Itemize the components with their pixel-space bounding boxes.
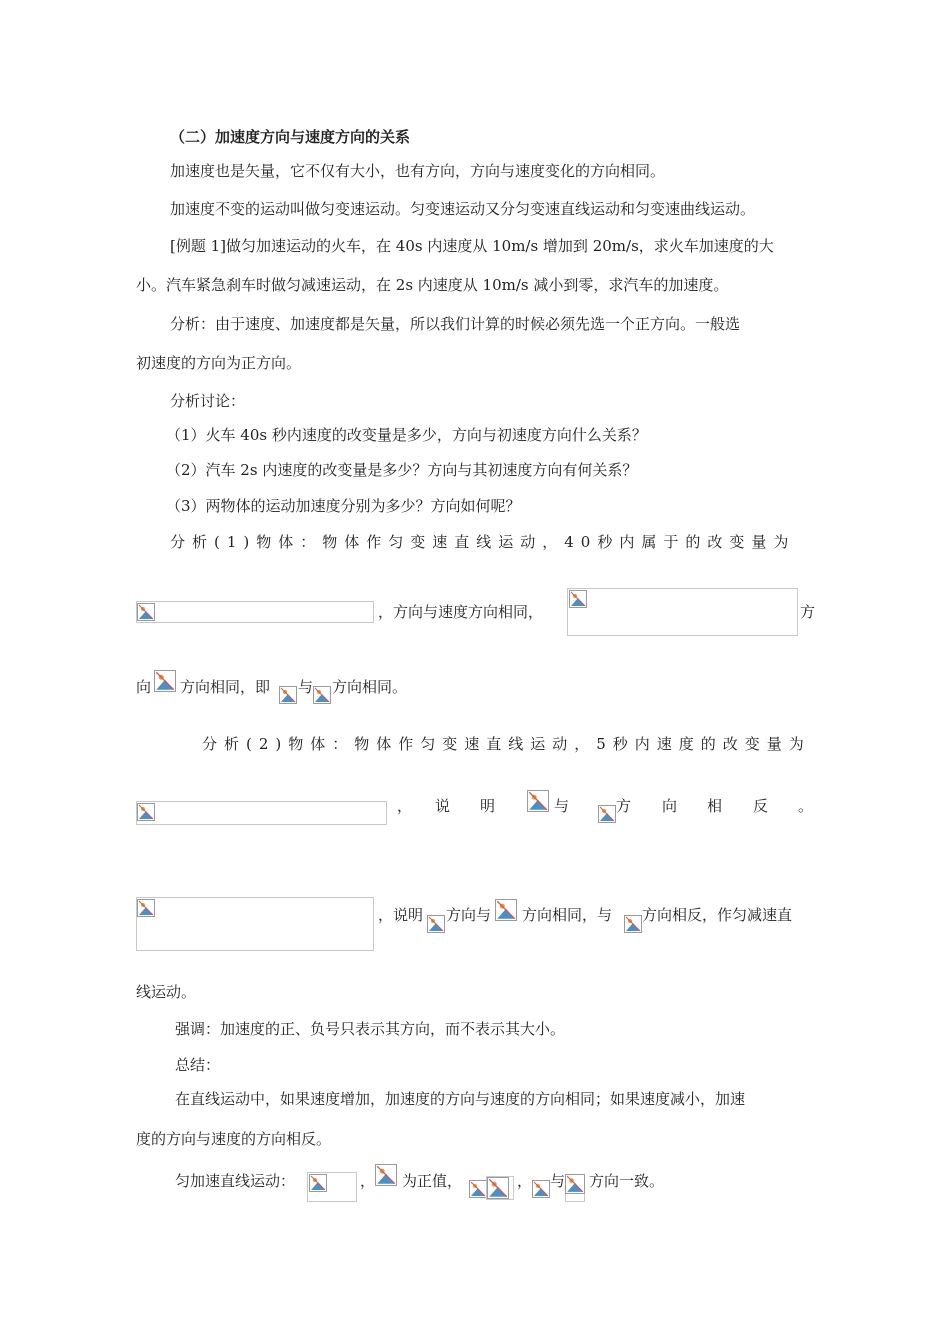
answer-2-word: 。 (798, 797, 814, 815)
broken-image-icon (137, 803, 155, 821)
summary-line-1: 在直线运动中，如果速度增加，加速度的方向与速度的方向相同；如果速度减小，加速 (175, 1090, 746, 1108)
answer-2-word: 反 (753, 797, 769, 815)
answer-2-word: 向 (662, 797, 678, 815)
broken-image-icon (469, 1180, 487, 1198)
paragraph-vector: 加速度也是矢量，它不仅有大小，也有方向，方向与速度变化的方向相同。 (170, 162, 666, 180)
broken-image-icon (313, 686, 331, 704)
answer-2-line-1: 分析(2)物体：物体作匀变速直线运动，5秒内速度的改变量为 (202, 735, 811, 753)
uniform-label: 匀加速直线运动： (175, 1172, 296, 1190)
broken-image-icon (569, 590, 587, 608)
answer-2-word: 说 (435, 797, 451, 815)
broken-image-icon (532, 1180, 550, 1198)
broken-image-icon (137, 899, 155, 917)
broken-image-icon (279, 686, 297, 704)
broken-image-icon (487, 1177, 509, 1199)
answer-2-word: 与 (554, 797, 570, 815)
paragraph-uniform-motion: 加速度不变的运动叫做匀变速运动。匀变速运动又分匀变速直线运动和匀变速曲线运动。 (170, 200, 756, 218)
summary-line-2: 度的方向与速度的方向相反。 (136, 1130, 332, 1148)
answer-1-line-1: 分析(1)物体：物体作匀变速直线运动，40秒内属于的改变量为 (170, 533, 796, 551)
uniform-comma-2: ， (517, 1172, 533, 1190)
answer-3-text-d: 方向相反，作匀减速直 (642, 906, 793, 924)
answer-3-text-c: 方向相同，与 (522, 906, 613, 924)
summary-title: 总结： (175, 1056, 221, 1074)
discussion-title: 分析讨论： (170, 392, 246, 410)
uniform-comma: ， (360, 1172, 376, 1190)
answer-3-text-b: 方向与 (446, 906, 492, 924)
question-1: （1）火车 40s 秒内速度的改变量是多少，方向与初速度方向什么关系？ (166, 426, 647, 444)
broken-image-icon (565, 1174, 585, 1194)
broken-image-icon (375, 1164, 397, 1186)
section-heading: （二）加速度方向与速度方向的关系 (170, 128, 411, 146)
question-3: （3）两物体的运动加速度分别为多少？方向如何呢？ (166, 497, 521, 515)
broken-image-icon (598, 805, 616, 823)
broken-image-icon (137, 603, 155, 621)
uniform-direction: 方向一致。 (589, 1172, 665, 1190)
formula-image-box (567, 588, 798, 636)
answer-2-word: 明 (480, 797, 496, 815)
answer-1-line-3-c: 与 (298, 678, 314, 696)
answer-1-line-3-d: 方向相同。 (332, 678, 408, 696)
analysis-line-2: 初速度的方向为正方向。 (136, 354, 302, 372)
uniform-and: 与 (550, 1172, 566, 1190)
answer-1-mid-text: ，方向与速度方向相同， (378, 603, 544, 621)
answer-1-line-3-a: 向 (136, 678, 152, 696)
example-line-2: 小。汽车紧急刹车时做匀减速运动，在 2s 内速度从 10m/s 减小到零，求汽车的加速度。 (136, 276, 729, 294)
analysis-line-1: 分析：由于速度、加速度都是矢量，所以我们计算的时候必须先选一个正方向。一般选 (170, 315, 741, 333)
answer-3-text-a: ，说明 (378, 906, 424, 924)
question-2: （2）汽车 2s 内速度的改变量是多少？方向与其初速度方向有何关系？ (166, 461, 638, 479)
broken-image-icon (495, 899, 517, 921)
answer-2-word: 方 (616, 797, 632, 815)
uniform-positive: 为正值， (402, 1172, 463, 1190)
broken-image-icon (427, 915, 445, 933)
broken-image-icon (527, 790, 549, 812)
answer-2-word: 相 (707, 797, 723, 815)
answer-1-line-3-b: 方向相同，即 (180, 678, 271, 696)
emphasis-note: 强调：加速度的正、负号只表示其方向，而不表示其大小。 (175, 1020, 566, 1038)
answer-2-word: ， (397, 797, 413, 815)
broken-image-icon (309, 1174, 327, 1192)
broken-image-icon (154, 670, 176, 692)
formula-image-box (136, 801, 387, 825)
example-line-1: [例题 1]做匀加速运动的火车，在 40s 内速度从 10m/s 增加到 20m/s，求火车加速度的大 (170, 237, 774, 255)
broken-image-icon (624, 915, 642, 933)
formula-image-box (136, 601, 374, 623)
answer-3-line-2: 线运动。 (136, 983, 197, 1001)
formula-image-box (136, 897, 374, 951)
answer-1-end-text: 方 (800, 603, 816, 621)
